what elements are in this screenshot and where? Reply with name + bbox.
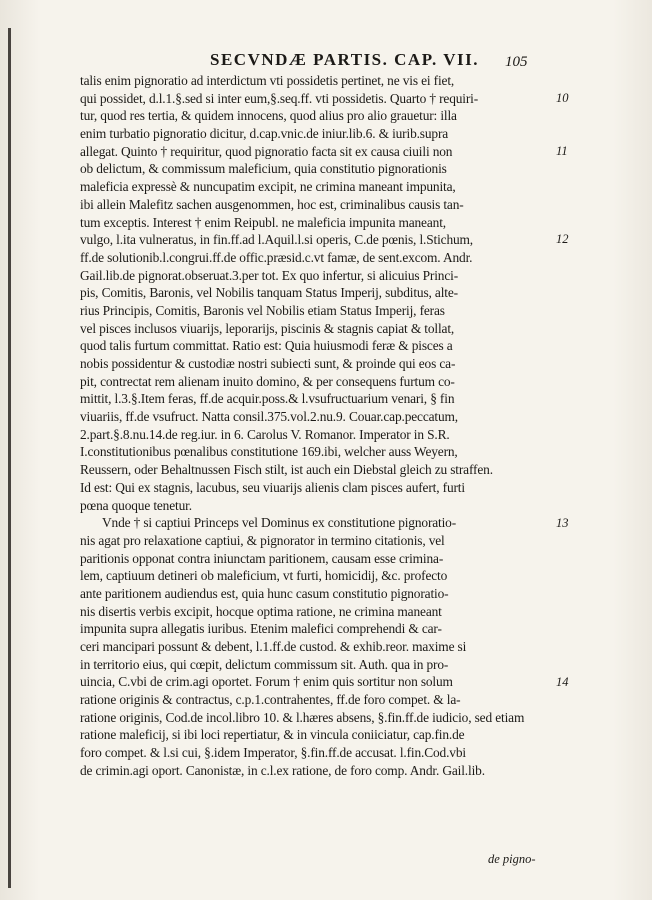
margin-note-number: 12 (556, 232, 569, 247)
text-line: uincia, C.vbi de crim.agi oportet. Forum † enim quis sortitur non solum (80, 674, 453, 690)
text-line: mittit, l.3.§.Item feras, ff.de acquir.poss.& l.vsufructuarium venari, § fin (80, 391, 455, 407)
text-line: ratione originis, Cod.de incol.libro 10. & l.hæres absens, §.fin.ff.de iudicio, sed etiam (80, 709, 525, 725)
text-line: ob delictum, & commissum maleficium, quia constitutio pignorationis (80, 161, 447, 177)
text-line: viuariis, ff.de vsufruct. Natta consil.375.vol.2.nu.9. Couar.cap.peccatum, (80, 409, 458, 425)
text-line: nobis possidentur & custodiæ nostri subiecti sunt, & proinde qui eos ca- (80, 356, 456, 371)
text-line: pit, contrectat rem alienam inuito domino, & per consequens furtum co- (80, 373, 455, 389)
page-number: 105 (505, 54, 528, 70)
text-line: vel pisces inclusos viuarijs, leporarijs, piscinis & stagnis capiat & tollat, (80, 320, 455, 336)
body-text (80, 72, 552, 780)
text-line: paritionis opponat contra iniunctam paritionem, causam esse crimina- (80, 550, 444, 566)
text-line: impunita supra allegatis iuribus. Etenim malefici comprehendi & car- (80, 621, 442, 637)
catchword: de pigno- (488, 852, 536, 866)
text-line: ceri mancipari possunt & debent, l.1.ff.de custod. & exhib.reor. maxime si (80, 639, 467, 654)
text-line: Reussern, oder Behaltnussen Fisch stilt, ist auch ein Diebstal gleich zu straffen. (80, 462, 493, 478)
text-line: quod talis furtum committat. Ratio est: Quia huiusmodi feræ & pisces a (80, 338, 453, 354)
text-line: maleficia expressè & nuncupatim excipit, ne crimina maneant impunita, (80, 179, 456, 195)
text-line: vulgo, l.ita vulneratus, in fin.ff.ad l.Aquil.l.si operis, C.de pœnis, l.Stichum, (80, 232, 474, 248)
text-line: Gail.lib.de pignorat.obseruat.3.per tot. Ex quo infertur, si alicuius Princi- (80, 267, 459, 283)
text-line: talis enim pignoratio ad interdictum vti possidetis pertinet, ne vis ei fiet, (80, 73, 455, 88)
text-line: tum exceptis. Interest † enim Reipubl. ne maleficia impunita maneant, (80, 214, 446, 230)
margin-note-number: 11 (556, 143, 568, 158)
text-line: allegat. Quinto † requiritur, quod pignoratio facta sit ex causa ciuili non (80, 143, 453, 159)
text-line: lem, captiuum detineri ob maleficium, vt furti, homicidij, &c. profecto (80, 568, 448, 584)
text-line: Vnde † si captiui Princeps vel Dominus ex constitutione pignoratio- (102, 515, 457, 531)
text-line: I.constitutionibus pœnalibus constitutione 169.ibi, welcher auss Weyern, (80, 444, 458, 460)
text-line: pis, Comitis, Baronis, vel Nobilis tanquam Status Imperij, subditus, alte- (80, 285, 458, 301)
text-line: enim turbatio pignoratio dicitur, d.cap.vnic.de iniur.lib.6. & iurib.supra (80, 126, 449, 142)
margin-note-number: 10 (556, 90, 569, 105)
text-line: ratione originis & contractus, c.p.1.contrahentes, ff.de foro compet. & la- (80, 692, 461, 708)
running-head: SECVNDÆ PARTIS. CAP. VII. (210, 50, 479, 69)
text-line: nis disertis verbis excipit, hocque optima ratione, ne crimina maneant (80, 603, 442, 619)
text-line: nis agat pro relaxatione captiui, & pignorator in termino citationis, vel (80, 532, 445, 548)
text-line: Id est: Qui ex stagnis, lacubus, seu viuarijs alienis clam pisces aufert, furti (80, 479, 465, 495)
text-line: pœna quoque tenetur. (80, 497, 192, 513)
text-line: ante paritionem audiendus est, quia hunc casum constitutio pignoratio- (80, 585, 449, 601)
text-line: ff.de solutionib.l.congrui.ff.de offic.præsid.c.vt famæ, de sent.excom. Andr. (80, 249, 473, 265)
text-line: de crimin.agi oport. Canonistæ, in c.l.ex ratione, de foro comp. Andr. Gail.lib. (80, 762, 485, 778)
text-line: ibi allein Malefitz sachen ausgenommen, hoc est, criminalibus causis tan- (80, 196, 464, 212)
text-line: rius Principis, Comitis, Baronis vel Nobilis etiam Status Imperij, feras (80, 302, 445, 318)
page-gutter-edge (8, 28, 11, 888)
text-line: foro compet. & l.si cui, §.idem Imperator, §.fin.ff.de accusat. l.fin.Cod.vbi (80, 745, 466, 761)
margin-note-number: 14 (556, 674, 569, 689)
text-line: 2.part.§.8.nu.14.de reg.iur. in 6. Carolus V. Romanor. Imperator in S.R. (80, 426, 450, 442)
text-line: in territorio eius, qui cœpit, delictum commissum sit. Auth. qua in pro- (80, 656, 449, 672)
text-line: qui possidet, d.l.1.§.sed si inter eum,§.seq.ff. vti possidetis. Quarto † requiri- (80, 90, 479, 106)
text-line: ratione maleficij, si ibi loci repertiatur, & in vincula coniiciatur, cap.fin.de (80, 727, 465, 743)
margin-note-number: 13 (556, 515, 569, 530)
text-line: tur, quod res tertia, & quidem innocens, quod alius pro alio grauetur: illa (80, 108, 457, 124)
